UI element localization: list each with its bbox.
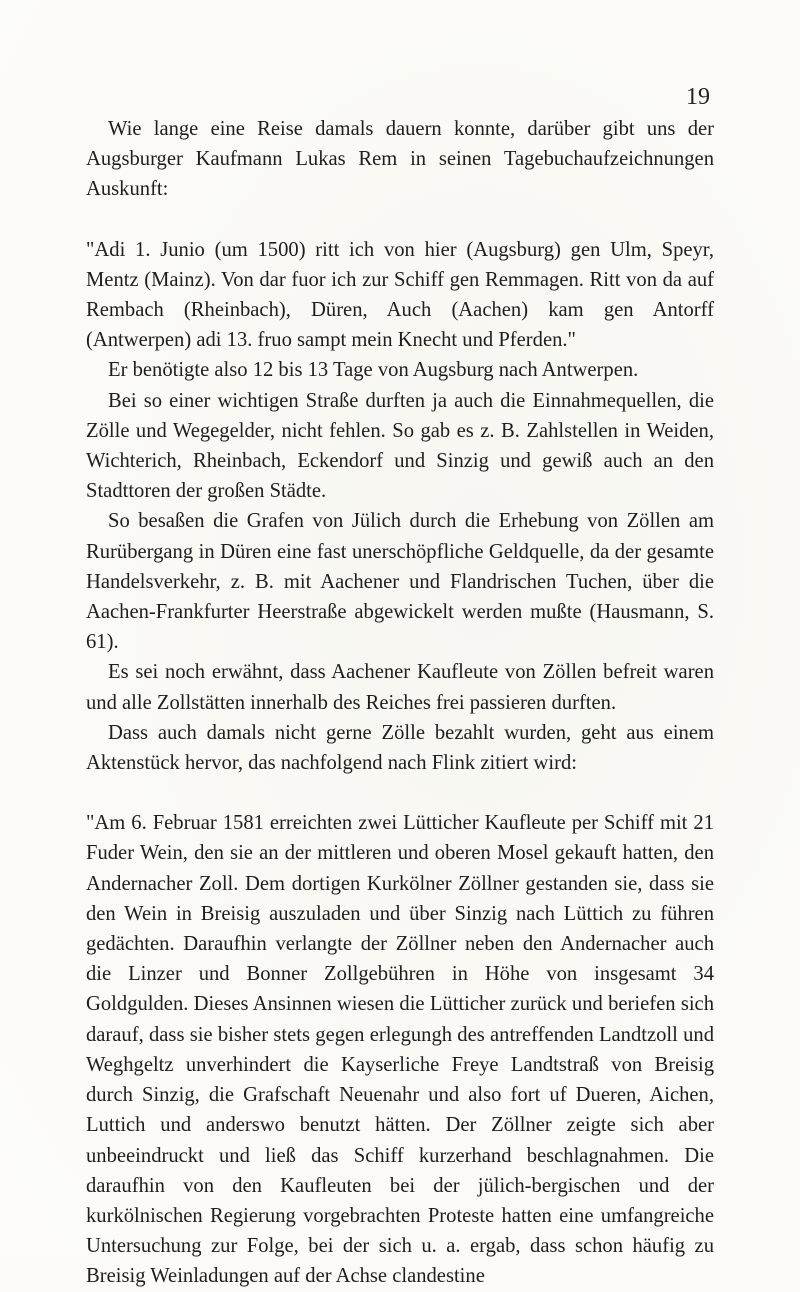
body-text — [86, 114, 714, 1292]
paragraph-3: Er benötigte also 12 bis 13 Tage von Augsburg nach Antwerpen. — [108, 359, 639, 382]
paragraph-6: Es sei noch erwähnt, dass Aachener Kaufleute von Zöllen befreit waren und alle Zollstätten innerhalb des Reiches frei passieren durften. — [86, 661, 714, 714]
paragraph-8-quote: "Am 6. Februar 1581 erreichten zwei Lütticher Kaufleute per Schiff mit 21 Fuder Wein, den sie an der mittleren und oberen Mosel gekauft hatten, den Andernacher Zoll. Dem dortigen Kurkölner Zöllner gestanden sie, dass sie den Wein in Breisig auszuladen und über Sinzig nach Lüttich zu führen gedächten. Daraufhin verlangte der Zöllner neben den Andernacher auch die Linzer und Bonner Zollgebühren in Höhe von insgesamt 34 Goldgulden. Dieses Ansinnen wiesen die Lütticher zurück und beriefen sich darauf, dass sie bisher stets gegen erlegungh des antreffenden Landtzoll und Weghgeltz unverhindert die Kayserliche Freye Landtstraß von Breisig durch Sinzig, die Grafschaft Neuenahr und also fort uf Dueren, Aichen, Luttich und anderswo benutzt hätten. Der Zöllner zeigte sich aber unbeeindruckt und ließ das Schiff kurzerhand beschlagnahmen. Die daraufhin von den Kaufleuten bei der jülich-bergischen und der kurkölnischen Regierung vorgebrachten Proteste hatten eine umfangreiche Untersuchung zur Folge, bei der sich u. a. ergab, dass schon häufig zu Breisig Weinladungen auf der Achse clandestine — [86, 812, 714, 1288]
paragraph-2-quote: "Adi 1. Junio (um 1500) ritt ich von hier (Augsburg) gen Ulm, Speyr, Mentz (Mainz). Von dar fuor ich zur Schiff gen Remmagen. Ritt von da auf Rembach (Rheinbach), Düren, Auch (Aachen) kam gen Antorff (Antwerpen) adi 13. fruo sampt mein Knecht und Pferden." — [86, 238, 714, 352]
paragraph-7: Dass auch damals nicht gerne Zölle bezahlt wurden, geht aus einem Aktenstück hervor, das nachfolgend nach Flink zitiert wird: — [86, 721, 714, 775]
paragraph-5: So besaßen die Grafen von Jülich durch die Erhebung von Zöllen am Rurübergang in Düren eine fast unerschöpfliche Geldquelle, da der gesamte Handelsverkehr, z. B. mit Aachener und Flandrischen Tuchen, über die Aachen-Frankfurter Heerstraße abgewickelt werden mußte (Hausmann, S. 61). — [86, 510, 714, 654]
page-number: 19 — [686, 84, 710, 110]
paragraph-1: Wie lange eine Reise damals dauern konnte, darüber gibt uns der Augsburger Kaufmann Lukas Rem in seinen Tagebuchaufzeichnungen Auskunft: — [86, 118, 714, 201]
paragraph-4: Bei so einer wichtigen Straße durften ja auch die Einnahmequellen, die Zölle und Wegegelder, nicht fehlen. So gab es z. B. Zahlstellen in Weiden, Wichterich, Rheinbach, Eckendorf und Sinzig und gewiß auch an den Stadttoren der großen Städte. — [86, 389, 714, 503]
